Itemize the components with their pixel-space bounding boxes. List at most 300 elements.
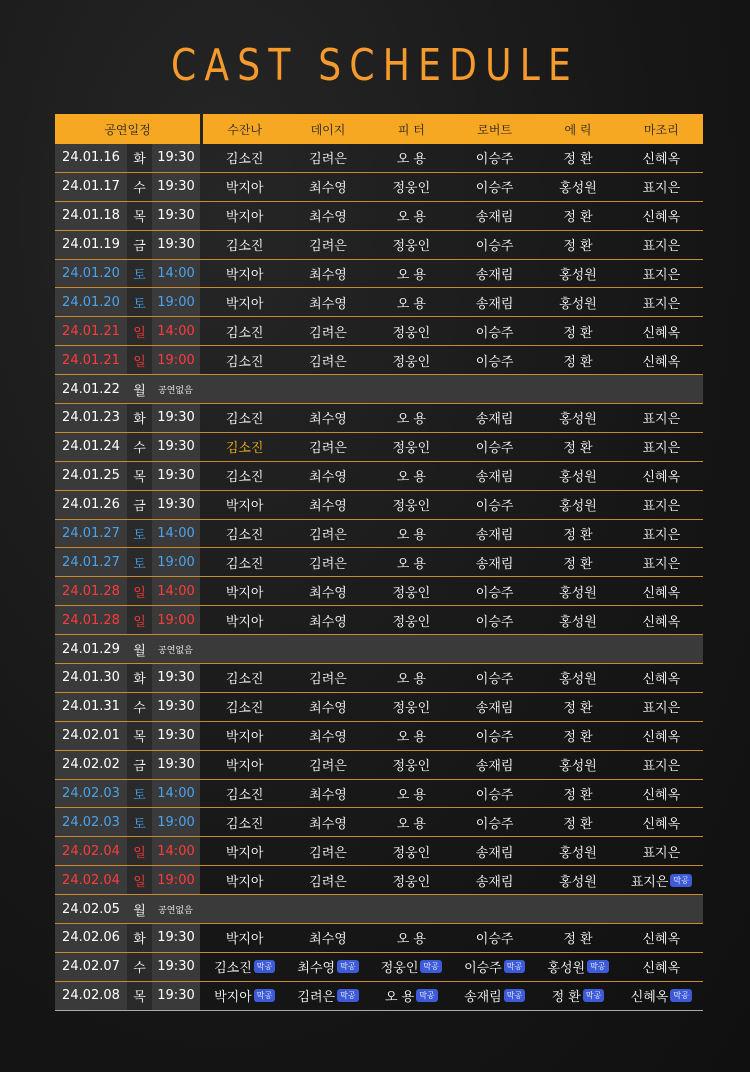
cast-member-name: 김소진 [225, 788, 264, 804]
final-show-badge: 막공 [416, 989, 437, 1002]
cast-member-cell [286, 466, 369, 485]
row-day: 토 [127, 548, 152, 576]
row-day: 토 [127, 780, 152, 808]
cast-member-name: 이승주 [475, 499, 514, 515]
cast-schedule-table [55, 114, 703, 1011]
table-row [55, 462, 703, 491]
cast-member-cell [453, 177, 536, 196]
cast-cells [203, 837, 703, 865]
table-row [55, 606, 703, 635]
final-show-badge: 막공 [670, 989, 691, 1002]
cast-member-cell [203, 668, 286, 687]
cast-member-cell [203, 582, 286, 601]
cast-member-name: 정웅인 [392, 874, 431, 890]
row-time: 14:00 [152, 260, 200, 288]
cast-member-cell [286, 553, 369, 572]
cast-member-name: 이승주 [475, 585, 514, 601]
row-date: 24.02.06 [55, 924, 127, 952]
cast-member-cell [536, 177, 619, 196]
cast-member-cell [620, 668, 703, 687]
cast-member-cell [453, 322, 536, 341]
cast-member-cell [620, 264, 703, 283]
cast-member-cell [536, 495, 619, 514]
cast-member-cell [203, 986, 286, 1005]
cast-member-cell [620, 553, 703, 572]
final-show-badge: 막공 [587, 960, 608, 973]
cast-member-name: 이승주 [464, 961, 502, 977]
header-role: 마조리 [643, 122, 679, 137]
cast-cells [203, 693, 703, 721]
cast-cells [203, 260, 703, 288]
row-time: 19:30 [152, 664, 200, 692]
header-role: 피 터 [397, 122, 425, 137]
cast-member-cell [536, 755, 619, 774]
cast-member-name: 최수영 [309, 470, 347, 486]
final-show-badge: 막공 [583, 989, 604, 1002]
cast-member-cell [370, 293, 453, 312]
header-role: 수잔나 [227, 122, 263, 137]
cast-member-name: 홍성원 [559, 614, 597, 630]
cast-member-name: 이승주 [475, 816, 514, 832]
cast-member-cell [620, 408, 703, 427]
cast-member-cell [203, 726, 286, 745]
cast-cells [203, 144, 703, 172]
cast-member-cell [453, 553, 536, 572]
cast-member-cell [286, 986, 369, 1005]
cast-member-name: 오 용 [396, 210, 426, 226]
cast-member-name: 홍성원 [559, 296, 597, 312]
cast-member-name: 김려은 [297, 990, 336, 1006]
cast-member-cell [370, 697, 453, 716]
cast-member-cell [286, 264, 369, 283]
cast-member-name: 박지아 [225, 181, 264, 197]
cast-member-cell [620, 871, 703, 890]
row-time: 14:00 [152, 780, 200, 808]
row-time: 14:00 [152, 577, 200, 605]
cast-member-name: 송재림 [475, 528, 514, 544]
cast-member-name: 신혜옥 [642, 730, 681, 746]
table-row [55, 491, 703, 520]
row-time: 19:30 [152, 462, 200, 490]
cast-cells [203, 520, 703, 548]
cast-member-name: 이승주 [475, 239, 514, 255]
row-time: 19:30 [152, 404, 200, 432]
cast-member-name: 김려은 [309, 354, 347, 370]
cast-member-name: 김려은 [309, 759, 347, 775]
cast-member-cell [620, 235, 703, 254]
table-row [55, 231, 703, 260]
cast-member-name: 최수영 [309, 181, 347, 197]
final-show-badge: 막공 [670, 874, 691, 887]
cast-member-cell [620, 351, 703, 370]
cast-member-name: 홍성원 [559, 470, 597, 486]
cast-member-name: 박지아 [225, 585, 264, 601]
cast-member-cell [203, 235, 286, 254]
cast-member-name: 홍성원 [559, 585, 597, 601]
cast-member-name: 정웅인 [392, 585, 431, 601]
cast-member-name: 표지은 [642, 181, 681, 197]
cast-member-cell [536, 726, 619, 745]
cast-member-cell [286, 842, 369, 861]
row-date: 24.02.04 [55, 866, 127, 894]
cast-member-cell [620, 293, 703, 312]
row-day: 토 [127, 288, 152, 316]
cast-member-cell [370, 928, 453, 947]
cast-member-cell [536, 293, 619, 312]
table-row [55, 346, 703, 375]
row-day: 수 [127, 693, 152, 721]
cast-member-name: 최수영 [309, 296, 347, 312]
cast-member-name: 신혜옥 [630, 990, 669, 1006]
cast-member-cell [370, 755, 453, 774]
cast-member-cell [203, 206, 286, 225]
cast-member-name: 표지은 [642, 441, 681, 457]
cast-member-name: 정 환 [551, 990, 581, 1006]
cast-cells [203, 548, 703, 576]
cast-cells [203, 866, 703, 894]
cast-member-cell [203, 842, 286, 861]
cast-member-cell [370, 524, 453, 543]
cast-member-name: 송재림 [464, 990, 502, 1006]
row-time: 19:30 [152, 924, 200, 952]
cast-member-name: 신혜옥 [642, 672, 681, 688]
cast-member-name: 신혜옥 [642, 470, 681, 486]
cast-member-name: 표지은 [642, 499, 681, 515]
cast-member-name: 정웅인 [392, 325, 431, 341]
cast-member-cell [203, 957, 286, 976]
cast-member-name: 김소진 [225, 556, 264, 572]
cast-member-name: 표지은 [642, 556, 681, 572]
cast-member-name: 정 환 [563, 788, 593, 804]
row-time: 14:00 [152, 837, 200, 865]
row-day: 토 [127, 808, 152, 836]
cast-member-name: 김려은 [309, 152, 347, 168]
cast-member-cell [453, 582, 536, 601]
cast-member-name: 송재림 [475, 701, 514, 717]
cast-member-cell [370, 986, 453, 1005]
cast-member-name: 정 환 [563, 239, 593, 255]
cast-member-cell [620, 524, 703, 543]
row-date: 24.01.28 [55, 606, 127, 634]
row-day: 수 [127, 953, 152, 981]
cast-member-name: 박지아 [225, 268, 264, 283]
cast-member-name: 정 환 [563, 325, 593, 341]
row-day: 월 [127, 375, 152, 403]
row-day: 토 [127, 260, 152, 288]
cast-member-cell [453, 437, 536, 456]
row-date: 24.02.07 [55, 953, 127, 981]
cast-member-cell [536, 322, 619, 341]
cast-member-cell [536, 871, 619, 890]
cast-member-name: 홍성원 [559, 412, 597, 428]
table-row [55, 866, 703, 895]
cast-member-name: 홍성원 [559, 874, 597, 890]
cast-member-name: 오 용 [396, 528, 426, 544]
row-time: 19:30 [152, 433, 200, 461]
row-day: 목 [127, 722, 152, 750]
cast-member-name: 최수영 [309, 585, 347, 601]
row-date: 24.01.25 [55, 462, 127, 490]
cast-member-cell [453, 495, 536, 514]
cast-cells [203, 751, 703, 779]
cast-member-name: 정웅인 [392, 614, 431, 630]
row-day: 목 [127, 982, 152, 1010]
cast-member-name: 김소진 [225, 701, 264, 717]
cast-member-cell [286, 726, 369, 745]
row-time: 19:30 [152, 173, 200, 201]
cast-member-name: 홍성원 [559, 499, 597, 515]
table-row [55, 837, 703, 866]
cast-member-name: 박지아 [214, 990, 252, 1006]
header-role: 데이지 [310, 122, 346, 137]
header-role: 로버트 [477, 122, 513, 137]
cast-member-cell [453, 148, 536, 167]
cast-member-name: 최수영 [309, 210, 347, 226]
cast-member-name: 표지은 [642, 759, 681, 775]
cast-member-cell [203, 264, 286, 283]
cast-cells [203, 664, 703, 692]
cast-member-cell [370, 322, 453, 341]
cast-member-cell [286, 611, 369, 630]
row-date: 24.01.18 [55, 202, 127, 230]
cast-member-name: 표지은 [642, 701, 681, 717]
cast-member-name: 송재림 [475, 470, 514, 486]
cast-member-cell [370, 553, 453, 572]
cast-cells [203, 982, 703, 1010]
cast-member-name: 최수영 [309, 788, 347, 804]
row-day: 일 [127, 606, 152, 634]
cast-member-cell [536, 813, 619, 832]
row-day: 월 [127, 895, 152, 923]
cast-member-cell [203, 495, 286, 514]
cast-member-name: 송재림 [475, 874, 514, 890]
cast-member-name: 신혜옥 [642, 585, 681, 601]
cast-member-name: 송재림 [475, 268, 514, 283]
cast-member-cell [453, 986, 536, 1005]
header-roles [203, 114, 703, 144]
cast-member-name: 오 용 [396, 556, 426, 572]
cast-member-name: 박지아 [225, 759, 264, 775]
cast-member-name: 신혜옥 [642, 788, 681, 804]
cast-member-name: 오 용 [396, 788, 426, 804]
cast-member-cell [453, 524, 536, 543]
cast-member-name: 홍성원 [547, 961, 586, 977]
table-row [55, 751, 703, 780]
cast-member-name: 표지은 [642, 845, 681, 861]
row-date: 24.01.28 [55, 577, 127, 605]
cast-member-cell [620, 813, 703, 832]
cast-member-cell [370, 957, 453, 976]
no-show-label: 공연없음 [152, 375, 200, 403]
cast-member-cell [370, 437, 453, 456]
no-show-label: 공연없음 [152, 635, 200, 663]
cast-member-name: 신혜옥 [642, 614, 681, 630]
cast-member-name: 정웅인 [392, 845, 431, 861]
cast-member-name: 김려은 [309, 556, 347, 572]
cast-member-name: 정웅인 [392, 181, 431, 197]
cast-member-cell [370, 495, 453, 514]
cast-member-name: 김려은 [309, 874, 347, 890]
final-show-badge: 막공 [504, 960, 525, 973]
cast-member-cell [286, 235, 369, 254]
cast-member-cell [203, 408, 286, 427]
cast-member-cell [620, 755, 703, 774]
cast-member-name: 신혜옥 [642, 961, 681, 977]
cast-member-cell [536, 264, 619, 283]
table-row [55, 808, 703, 837]
table-row [55, 260, 703, 289]
cast-member-cell [536, 784, 619, 803]
row-day: 목 [127, 202, 152, 230]
table-row [55, 780, 703, 809]
table-row [55, 722, 703, 751]
table-row [55, 375, 703, 404]
cast-member-cell [453, 784, 536, 803]
cast-member-name: 이승주 [475, 614, 514, 630]
cast-member-cell [620, 697, 703, 716]
cast-member-cell [286, 322, 369, 341]
cast-member-name: 박지아 [225, 730, 264, 746]
cast-member-cell [203, 524, 286, 543]
row-time: 19:00 [152, 346, 200, 374]
cast-member-name: 박지아 [225, 874, 264, 890]
row-time: 19:00 [152, 808, 200, 836]
cast-member-name: 이승주 [475, 152, 514, 168]
row-date: 24.01.19 [55, 231, 127, 259]
row-day: 화 [127, 144, 152, 172]
cast-member-name: 김소진 [225, 470, 264, 486]
cast-member-cell [370, 813, 453, 832]
cast-member-cell [536, 611, 619, 630]
row-date: 24.01.30 [55, 664, 127, 692]
cast-member-name: 최수영 [297, 961, 336, 977]
row-time: 19:00 [152, 548, 200, 576]
cast-member-name: 홍성원 [559, 759, 597, 775]
cast-member-cell [370, 668, 453, 687]
cast-member-name: 정 환 [563, 730, 593, 746]
cast-member-name: 홍성원 [559, 181, 597, 197]
row-date: 24.01.20 [55, 288, 127, 316]
cast-member-cell [536, 668, 619, 687]
row-time: 14:00 [152, 520, 200, 548]
cast-member-name: 정웅인 [380, 961, 419, 977]
row-day: 화 [127, 664, 152, 692]
row-date: 24.02.01 [55, 722, 127, 750]
table-row [55, 548, 703, 577]
cast-member-cell [536, 351, 619, 370]
cast-member-name: 표지은 [642, 412, 681, 428]
cast-cells [203, 491, 703, 519]
cast-member-cell [620, 495, 703, 514]
cast-member-cell [286, 784, 369, 803]
cast-member-cell [453, 697, 536, 716]
table-row [55, 577, 703, 606]
table-row [55, 982, 703, 1011]
cast-member-cell [370, 206, 453, 225]
row-date: 24.01.16 [55, 144, 127, 172]
row-day: 수 [127, 433, 152, 461]
cast-member-name: 이승주 [475, 441, 514, 457]
cast-member-name: 최수영 [309, 932, 347, 948]
cast-member-cell [620, 148, 703, 167]
cast-member-name: 박지아 [225, 210, 264, 226]
row-day: 화 [127, 404, 152, 432]
cast-member-name: 이승주 [475, 932, 514, 948]
cast-member-cell [536, 206, 619, 225]
cast-member-name: 이승주 [475, 788, 514, 804]
table-row [55, 924, 703, 953]
final-show-badge: 막공 [254, 989, 275, 1002]
row-day: 일 [127, 866, 152, 894]
cast-member-name: 표지은 [630, 874, 669, 890]
table-body [55, 144, 703, 1011]
row-date: 24.01.26 [55, 491, 127, 519]
cast-member-name: 오 용 [396, 268, 426, 283]
cast-member-cell [453, 206, 536, 225]
no-performance-band [200, 895, 703, 923]
table-row [55, 202, 703, 231]
cast-member-cell [286, 871, 369, 890]
row-time: 19:30 [152, 202, 200, 230]
row-time: 19:30 [152, 982, 200, 1010]
row-date: 24.01.21 [55, 317, 127, 345]
cast-member-cell [620, 466, 703, 485]
cast-member-cell [203, 293, 286, 312]
cast-member-cell [286, 437, 369, 456]
cast-member-name: 홍성원 [559, 672, 597, 688]
cast-member-cell [370, 726, 453, 745]
row-date: 24.01.31 [55, 693, 127, 721]
cast-member-cell [203, 351, 286, 370]
cast-member-cell [453, 726, 536, 745]
cast-member-name: 표지은 [642, 239, 681, 255]
row-date: 24.02.03 [55, 808, 127, 836]
cast-cells [203, 462, 703, 490]
cast-member-name: 정 환 [563, 354, 593, 370]
cast-member-name: 김려은 [309, 528, 347, 544]
cast-member-name: 정 환 [563, 816, 593, 832]
cast-cells [203, 924, 703, 952]
cast-member-cell [620, 957, 703, 976]
cast-member-name: 표지은 [642, 296, 681, 312]
cast-member-name: 최수영 [309, 701, 347, 717]
row-date: 24.02.02 [55, 751, 127, 779]
cast-member-name: 오 용 [396, 932, 426, 948]
cast-member-cell [620, 582, 703, 601]
cast-member-name: 최수영 [309, 268, 347, 283]
row-date: 24.01.20 [55, 260, 127, 288]
cast-member-cell [203, 177, 286, 196]
cast-member-cell [536, 437, 619, 456]
cast-member-name: 김려은 [309, 845, 347, 861]
cast-member-name: 이승주 [475, 181, 514, 197]
cast-member-cell [536, 957, 619, 976]
cast-cells [203, 808, 703, 836]
cast-member-cell [286, 697, 369, 716]
cast-member-cell [370, 466, 453, 485]
cast-member-cell [370, 871, 453, 890]
row-day: 월 [127, 635, 152, 663]
final-show-badge: 막공 [504, 989, 525, 1002]
table-row [55, 664, 703, 693]
cast-member-cell [453, 668, 536, 687]
cast-member-name: 김려은 [309, 441, 347, 457]
table-row [55, 404, 703, 433]
cast-member-cell [286, 408, 369, 427]
cast-member-name: 김소진 [225, 325, 264, 341]
cast-member-cell [286, 928, 369, 947]
cast-cells [203, 433, 703, 461]
